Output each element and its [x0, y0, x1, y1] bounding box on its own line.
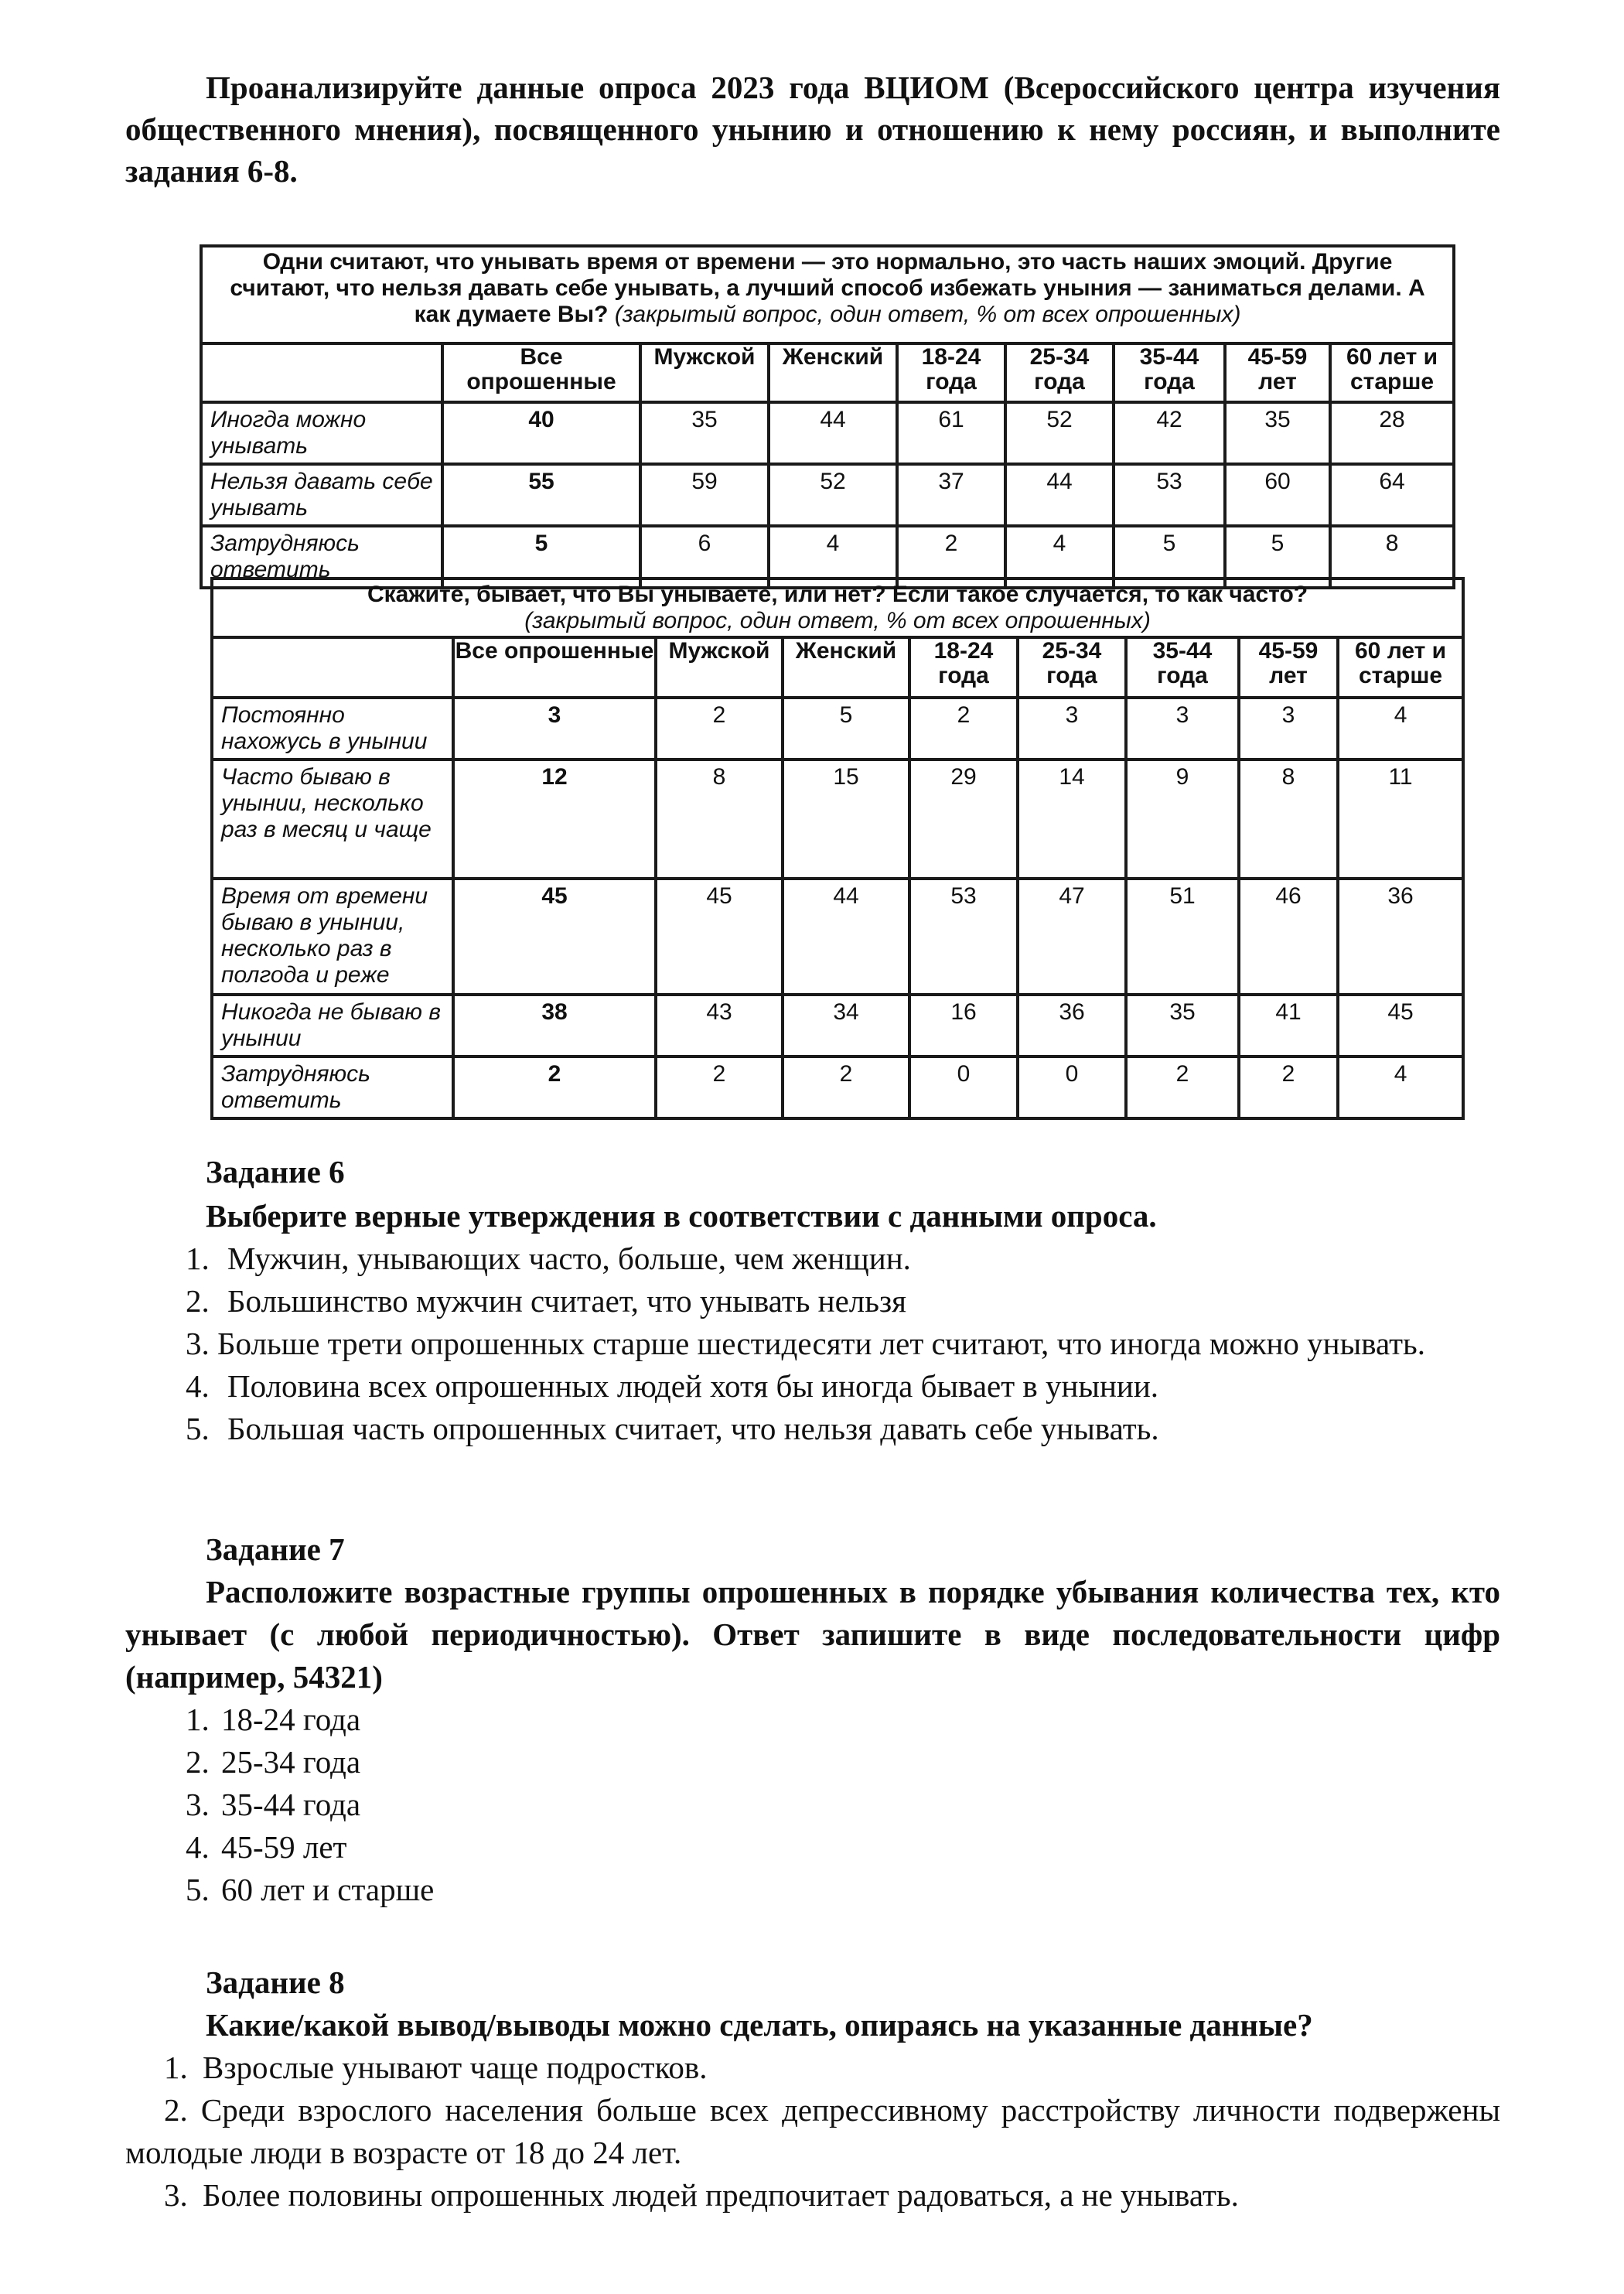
table-row — [201, 402, 1454, 464]
cell-value: 3 — [1126, 698, 1239, 760]
option-number: 1. — [164, 2050, 188, 2085]
table-1-corner-cell — [201, 343, 442, 402]
cell-value: 6 — [640, 526, 769, 588]
cell-value: 53 — [1114, 464, 1225, 526]
table-2-corner-cell — [212, 637, 453, 698]
task-7-question: Расположите возрастные группы опрошенных в порядке убывания количества тех, кто унывает (с любой периодичностью). Ответ запишите в виде последовательности цифр (например, 54321) — [125, 1574, 1500, 1695]
option-text: Больше трети опрошенных старше шестидесяти лет считают, что иногда можно унывать. — [217, 1326, 1425, 1361]
cell-value: 35 — [640, 402, 769, 464]
cell-value: 5 — [442, 526, 640, 588]
task-7-title: Задание 7 — [206, 1531, 345, 1567]
cell-value: 47 — [1018, 879, 1126, 995]
task-7-option — [125, 1869, 1500, 1911]
task-6-option — [125, 1365, 1500, 1408]
option-text: Большая часть опрошенных считает, что нельзя давать себе унывать. — [227, 1411, 1159, 1446]
table-1-column-header: 35-44 года — [1114, 343, 1225, 402]
table-row — [212, 995, 1463, 1057]
option-number: 3. — [164, 2177, 188, 2213]
cell-value: 35 — [1126, 995, 1239, 1057]
cell-value: 52 — [1005, 402, 1114, 464]
task-7-option — [125, 1741, 1500, 1784]
table-row — [212, 1057, 1463, 1118]
table-2-column-header: 60 лет и старше — [1338, 637, 1463, 698]
cell-value: 46 — [1239, 879, 1338, 995]
task-6 — [125, 1151, 1500, 1450]
table-2-column-header: 35-44 года — [1126, 637, 1239, 698]
intro-paragraph: Проанализируйте данные опроса 2023 года ВЦИОМ (Всероссийского центра изучения общественного мнения), посвященного унынию и отношению к нему россиян, и выполните задания 6-8. — [125, 70, 1500, 189]
task-7 — [125, 1528, 1500, 1911]
cell-value: 45 — [656, 879, 783, 995]
task-7-option — [125, 1826, 1500, 1869]
cell-value: 45 — [1338, 995, 1463, 1057]
table-1-column-header: Все опрошенные — [442, 343, 640, 402]
option-number: 4. — [186, 1829, 210, 1865]
cell-value: 59 — [640, 464, 769, 526]
task-6-title: Задание 6 — [206, 1154, 345, 1190]
row-label: Нельзя давать себе унывать — [201, 464, 442, 526]
table-2-column-header: 45-59 лет — [1239, 637, 1338, 698]
row-label: Часто бываю в унынии, несколько раз в месяц и чаще — [212, 760, 453, 879]
task-6-option — [125, 1280, 1500, 1323]
option-text: 35-44 года — [221, 1787, 361, 1822]
cell-value: 44 — [783, 879, 909, 995]
table-1-column-header: 60 лет и старше — [1330, 343, 1454, 402]
cell-value: 51 — [1126, 879, 1239, 995]
option-number: 2. — [186, 1744, 210, 1780]
row-label: Затрудняюсь ответить — [201, 526, 442, 588]
task-6-question: Выберите верные утверждения в соответствии с данными опроса. — [206, 1198, 1157, 1234]
cell-value: 36 — [1018, 995, 1126, 1057]
cell-value: 3 — [1018, 698, 1126, 760]
option-text: Большинство мужчин считает, что унывать нельзя — [227, 1283, 907, 1319]
option-text: Половина всех опрошенных людей хотя бы иногда бывает в унынии. — [227, 1368, 1159, 1404]
cell-value: 2 — [909, 698, 1018, 760]
cell-value: 37 — [897, 464, 1005, 526]
option-number: 1. — [186, 1241, 210, 1276]
table-2-caption-bold: Скажите, бывает, что Вы унываете, или нет? Если такое случается, то как часто? — [367, 582, 1308, 607]
option-number: 1. — [186, 1702, 210, 1737]
cell-value: 42 — [1114, 402, 1225, 464]
table-1-column-header: Женский — [769, 343, 897, 402]
cell-value: 0 — [1018, 1057, 1126, 1118]
table-row — [212, 760, 1463, 879]
table-2-column-header: Женский — [783, 637, 909, 698]
table-1-column-header: 18-24 года — [897, 343, 1005, 402]
table-row — [212, 698, 1463, 760]
row-label: Иногда можно унывать — [201, 402, 442, 464]
cell-value: 2 — [1126, 1057, 1239, 1118]
cell-value: 0 — [909, 1057, 1018, 1118]
option-text: 60 лет и старше — [221, 1872, 435, 1907]
cell-value: 16 — [909, 995, 1018, 1057]
cell-value: 2 — [453, 1057, 656, 1118]
cell-value: 36 — [1338, 879, 1463, 995]
table-2-caption-italic: (закрытый вопрос, один ответ, % от всех опрошенных) — [524, 608, 1151, 633]
table-2-column-header: Все опрошенные — [453, 637, 656, 698]
option-text: 25-34 года — [221, 1744, 361, 1780]
cell-value: 29 — [909, 760, 1018, 879]
option-number: 3. — [186, 1326, 210, 1361]
table-1-caption-bold: Одни считают, что унывать время от времени — это нормально, это часть наших эмоций. Другие считают, что нельзя давать себе унывать, а лучший способ избежать уныния — заниматься делами. А как думаете Вы? — [230, 249, 1425, 327]
cell-value: 60 — [1225, 464, 1330, 526]
task-7-option — [125, 1784, 1500, 1826]
cell-value: 11 — [1338, 760, 1463, 879]
cell-value: 41 — [1239, 995, 1338, 1057]
task-8-question: Какие/какой вывод/выводы можно сделать, опираясь на указанные данные? — [206, 2007, 1313, 2043]
cell-value: 44 — [769, 402, 897, 464]
cell-value: 4 — [1005, 526, 1114, 588]
cell-value: 3 — [1239, 698, 1338, 760]
cell-value: 8 — [656, 760, 783, 879]
table-2-column-header: 25-34 года — [1018, 637, 1126, 698]
table-1-caption — [201, 246, 1454, 343]
option-text: Мужчин, унывающих часто, больше, чем женщин. — [227, 1241, 911, 1276]
task-6-option — [125, 1237, 1500, 1280]
cell-value: 5 — [783, 698, 909, 760]
cell-value: 12 — [453, 760, 656, 879]
cell-value: 2 — [656, 698, 783, 760]
option-text: Более половины опрошенных людей предпочитает радоваться, а не унывать. — [203, 2177, 1239, 2213]
table-2-column-header: Мужской — [656, 637, 783, 698]
task-6-option — [125, 1323, 1500, 1365]
cell-value: 61 — [897, 402, 1005, 464]
cell-value: 43 — [656, 995, 783, 1057]
row-label: Время от времени бываю в унынии, несколько раз в полгода и реже — [212, 879, 453, 995]
cell-value: 4 — [1338, 1057, 1463, 1118]
cell-value: 14 — [1018, 760, 1126, 879]
cell-value: 53 — [909, 879, 1018, 995]
table-1-column-header: 25-34 года — [1005, 343, 1114, 402]
table-row — [212, 879, 1463, 995]
cell-value: 5 — [1114, 526, 1225, 588]
cell-value: 8 — [1239, 760, 1338, 879]
cell-value: 38 — [453, 995, 656, 1057]
cell-value: 44 — [1005, 464, 1114, 526]
cell-value: 64 — [1330, 464, 1454, 526]
survey-table-1 — [200, 244, 1455, 589]
option-number: 3. — [186, 1787, 210, 1822]
option-number: 5. — [186, 1872, 210, 1907]
cell-value: 2 — [897, 526, 1005, 588]
cell-value: 52 — [769, 464, 897, 526]
cell-value: 4 — [1338, 698, 1463, 760]
task-8-title: Задание 8 — [206, 1965, 345, 2000]
task-8-option — [125, 2047, 1500, 2089]
task-8-option — [125, 2174, 1500, 2217]
option-number: 5. — [186, 1411, 210, 1446]
cell-value: 40 — [442, 402, 640, 464]
table-row — [201, 464, 1454, 526]
cell-value: 45 — [453, 879, 656, 995]
row-label: Постоянно нахожусь в унынии — [212, 698, 453, 760]
table-2-column-header: 18-24 года — [909, 637, 1018, 698]
task-8 — [125, 1961, 1500, 2217]
task-6-option — [125, 1408, 1500, 1450]
table-1-column-header: Мужской — [640, 343, 769, 402]
row-label: Затрудняюсь ответить — [212, 1057, 453, 1118]
option-number: 2. — [164, 2092, 188, 2128]
cell-value: 15 — [783, 760, 909, 879]
table-1-column-header: 45-59 лет — [1225, 343, 1330, 402]
option-text: 45-59 лет — [221, 1829, 347, 1865]
cell-value: 28 — [1330, 402, 1454, 464]
cell-value: 2 — [656, 1057, 783, 1118]
row-label: Никогда не бываю в унынии — [212, 995, 453, 1057]
cell-value: 3 — [453, 698, 656, 760]
cell-value: 35 — [1225, 402, 1330, 464]
option-text: Взрослые унывают чаще подростков. — [203, 2050, 708, 2085]
cell-value: 55 — [442, 464, 640, 526]
cell-value: 34 — [783, 995, 909, 1057]
cell-value: 2 — [783, 1057, 909, 1118]
option-number: 2. — [186, 1283, 210, 1319]
cell-value: 4 — [769, 526, 897, 588]
table-1-caption-italic: (закрытый вопрос, один ответ, % от всех опрошенных) — [614, 302, 1241, 327]
option-text: Среди взрослого населения больше всех депрессивному расстройству личности подвержены молодые люди в возрасте от 18 до 24 лет. — [125, 2092, 1500, 2170]
task-7-option — [125, 1698, 1500, 1741]
option-number: 4. — [186, 1368, 210, 1404]
cell-value: 2 — [1239, 1057, 1338, 1118]
option-text: 18-24 года — [221, 1702, 361, 1737]
cell-value: 9 — [1126, 760, 1239, 879]
survey-table-2 — [210, 577, 1465, 1120]
table-2-caption — [212, 579, 1463, 637]
cell-value: 5 — [1225, 526, 1330, 588]
cell-value: 8 — [1330, 526, 1454, 588]
task-8-option — [125, 2089, 1500, 2174]
